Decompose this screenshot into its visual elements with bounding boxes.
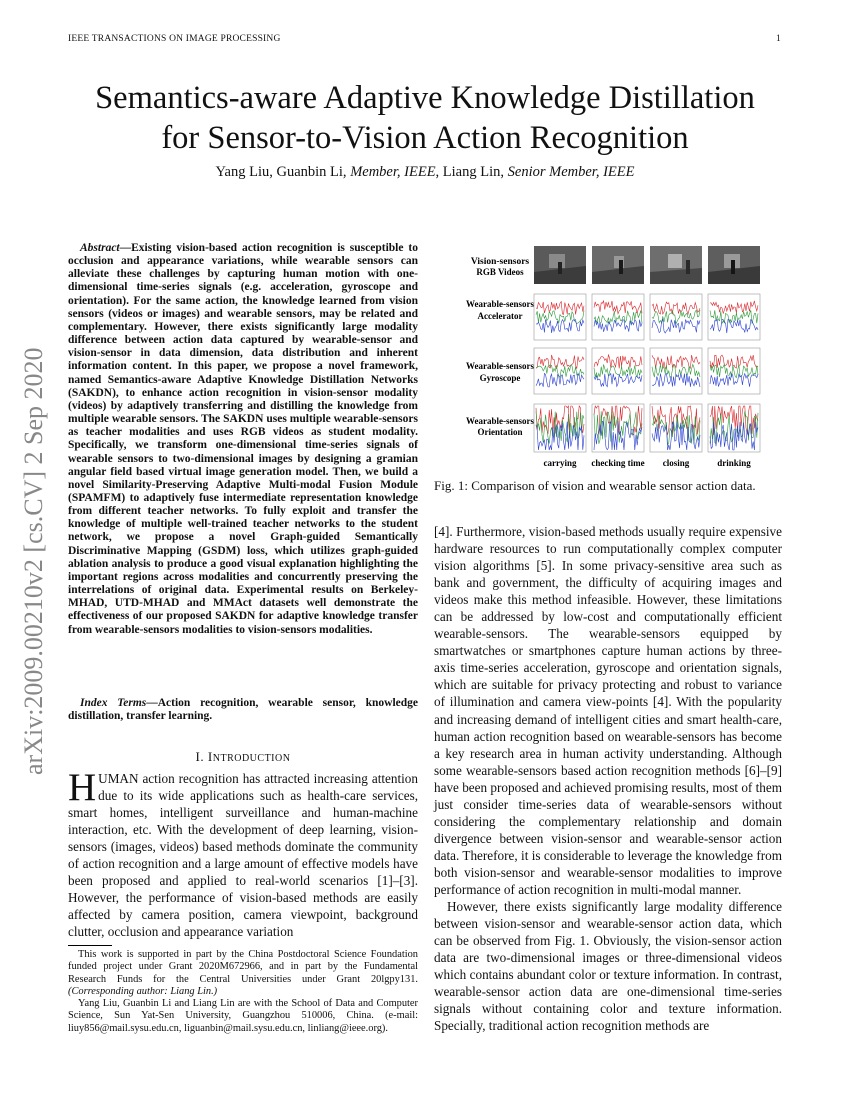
row-label-acc-1: Wearable-sensors [466,299,534,309]
page-number: 1 [776,34,781,44]
section-title-rest: NTRODUCTION [212,753,291,764]
row-label-acc-2: Accelerator [477,311,523,321]
signal-plot-orientation-drinking [708,404,760,452]
abstract-label: Abstract [80,242,120,254]
col-label-checking-time: checking time [591,458,645,468]
signal-plot-gyroscope-carrying [534,348,586,394]
title-line-2: for Sensor-to-Vision Action Recognition [161,120,689,156]
figure-1 [434,244,782,472]
video-frame-checking-time [592,246,644,284]
row-label-gyro-2: Gyroscope [479,373,521,383]
footnote-rule [68,945,112,946]
signal-plots [534,294,760,452]
video-frames [534,246,760,284]
index-terms-label: Index Terms [80,697,147,709]
signal-plot-orientation-closing [650,404,702,452]
section-title-first: I [207,749,213,764]
author-role-1: Member, IEEE [350,164,436,180]
footnote-funding-text: This work is supported in part by the China Postdoctoral Science Foundation funded project under Grant 2020M672966, and in part by the Fundamental Research Funds for the Central Universities under Grant 20lgpy131. [68,949,418,985]
author-names-2: , Liang Lin, [435,164,508,180]
signal-plot-gyroscope-drinking [708,348,760,394]
signal-plot-accelerator-checking-time [592,294,644,340]
author-role-2: Senior Member, IEEE [507,164,635,180]
figure-caption: Fig. 1: Comparison of vision and wearable sensor action data. [434,478,756,493]
right-column-body [434,523,782,1034]
section-numeral: I. [195,749,208,764]
signal-plot-orientation-checking-time [592,404,644,452]
footnote-funding [68,949,418,998]
signal-plot-accelerator-drinking [708,294,760,340]
signal-plot-accelerator-carrying [534,294,586,340]
signal-plot-gyroscope-checking-time [592,348,644,394]
paragraph-continued: [4]. Furthermore, vision-based methods usually require expensive hardware resources to run computationally complex computer vision algorithms [5]. In some privacy-sensitive area such as bank and government, the difficulty of acquiring images and videos make this method infeasible. However, these limitations can be addressed by low-cost and computationally efficient wearable-sensors. The wearable-sensors equipped by smartwatches or smartphones capture human actions by three-axis time-series acceleration, gyroscope and orientation signals, which are suitable for privacy protecting and robust to variance of illumination and camera view-points [4]. With the popularity and increasing demand of intelligent cities and smart health-care, human action recognition based on wearable-sensors has become a key research area in human activity understanding. Although some wearable-sensors based action recognition methods [6]–[9] have been proposed and achieved promising results, most of them just consider time-series data of wearable-sensors without considering the complementary relationship and domain divergence between vision-sensor and wearable-sensor action data. Therefore, it is considerable to leverage the knowledge from both vision-sensor and wearable-sensor modalities to improve performance of action recognition in multi-modal manner. [434,524,782,897]
footnote-affiliation: Yang Liu, Guanbin Li and Liang Lin are with the School of Data and Computer Science, Sun Yat-Sen University, Guangzhou 510006, China. (e-mail: liuy856@mail.sysu.edu.cn, liguanbin@mail.sysu.edu.cn, linliang@ieee.org). [68,998,418,1034]
row-label-orient-2: Orientation [477,427,523,437]
drop-cap: H [68,766,97,809]
row-label-vision-2: RGB Videos [476,267,524,277]
paragraph-modality-difference: However, there exists significantly large modality difference between vision-sensor and wearable-sensor action data, which can be observed from Fig. 1. Obviously, the vision-sensor action data are two-dimensional images or three-dimensional videos which contains abundant color or texture information. In contrast, wearable-sensor action data are one-dimensional time-series signals without containing color and texture information. Specially, traditional action recognition methods are [434,899,782,1034]
index-terms-text: —Action recognition, wearable sensor, knowledge distillation, transfer learning. [68,697,418,723]
col-label-drinking: drinking [717,458,751,468]
signal-plot-gyroscope-closing [650,348,702,394]
col-label-carrying: carrying [543,458,577,468]
signal-plot-orientation-carrying [534,404,586,452]
col-label-closing: closing [662,458,690,468]
row-label-orient-1: Wearable-sensors [466,416,534,426]
author-list [40,164,810,181]
abstract-text: —Existing vision-based action recognition is susceptible to occlusion and appearance variations, while wearable sensors can alleviate these challenges by capturing human motion with one-dimensional time-series signals (e.g. acceleration, gyroscope and orientation). For the same action, the knowledge learned from vision sensors (videos or images) and wearable sensors, may be related and complementary. However, there exists significantly large modality difference between action data captured by wearable-sensor and vision-sensor in data dimension, data distribution and inherent information content. In this paper, we propose a novel framework, named Semantics-aware Adaptive Knowledge Distillation Networks (SAKDN), to enhance action recognition in vision-sensor modality (videos) by adaptively transferring and distilling the knowledge from multiple wearable sensors. The SAKDN uses multiple wearable-sensors as teacher modalities and uses RGB videos as student modality. Specifically, we transform one-dimensional time-series signals of wearable sensors to two-dimensional images by designing a gramian angular field based virtual image generation model. Then, we build a novel Similarity-Preserving Adaptive Multi-modal Fusion Module (SPAMFM) to adaptively fuse intermediate representation knowledge from different teacher networks. To fully exploit and transfer the knowledge of multiple well-trained teacher networks to the student network, we propose a novel Graph-guided Semantically Discriminative Mapping (GSDM) loss, which utilizes graph-guided ablation analysis to produce a good visual explanation highlighting the important regions across modalities and concurrently preserving the interrelations of original data. Experimental results on Berkeley-MHAD, UTD-MHAD and MMAct datasets well demonstrate the effectiveness of our proposed SAKDN for adaptive knowledge transfer from wearable-sensors modalities to vision-sensors modalities. [68,242,418,636]
video-frame-carrying [534,246,586,284]
running-header: IEEE TRANSACTIONS ON IMAGE PROCESSING [68,34,281,44]
footnote-corresponding: (Corresponding author: Liang Lin.) [68,985,218,997]
signal-plot-accelerator-closing [650,294,702,340]
intro-paragraph [68,766,418,940]
row-label-vision-1: Vision-sensors [470,257,530,267]
intro-text: UMAN action recognition has attracted increasing attention due to its wide applications such as health-care services, smart homes, intelligent surveillance and human-machine interaction, etc. With the development of deep learning, vision-sensors (images, videos) based methods dominate the community of action recognition and a large amount of effective models have been proposed and applied to real-world scenarios [1]–[3]. However, the performance of vision-based methods are easily affected by camera position, camera viewpoint, background clutter, occlusion and appearance variation [68,771,418,940]
video-frame-closing [650,246,702,284]
video-frame-drinking [708,246,760,284]
paper-title [40,78,810,158]
arxiv-stamp: arXiv:2009.00210v2 [cs.CV] 2 Sep 2020 [19,347,48,775]
footnotes [68,949,418,1035]
section-heading [68,749,418,765]
row-label-gyro-1: Wearable-sensors [466,361,534,371]
index-terms [68,697,418,723]
title-line-1: Semantics-aware Adaptive Knowledge Distillation [95,80,755,116]
row-labels [466,257,534,437]
abstract [68,242,418,637]
author-names-1: Yang Liu, Guanbin Li, [215,164,351,180]
column-labels [544,458,752,468]
